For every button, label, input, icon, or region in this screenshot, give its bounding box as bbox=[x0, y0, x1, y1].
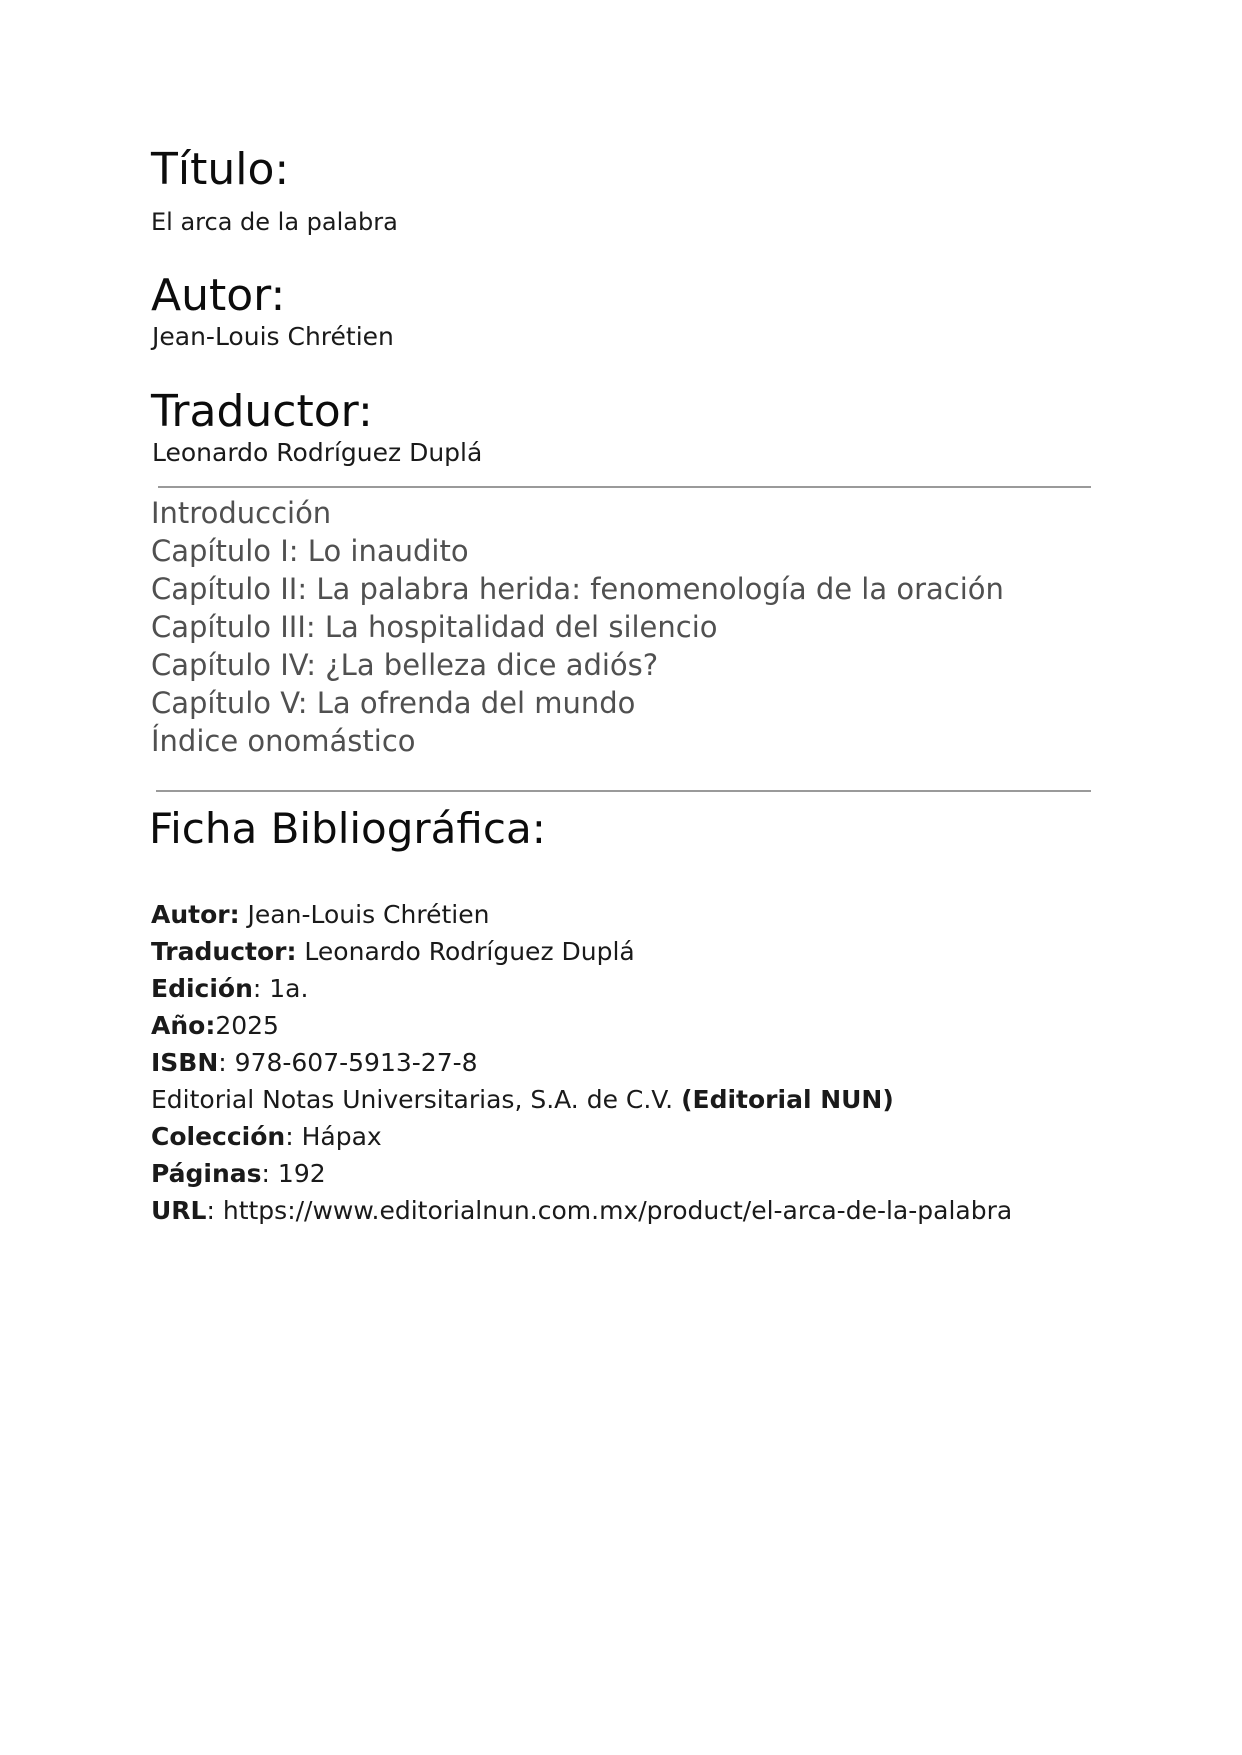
ficha-heading: Ficha Bibliográfica: bbox=[149, 804, 546, 853]
ficha-isbn-label: ISBN bbox=[151, 1048, 219, 1077]
titulo-value: El arca de la palabra bbox=[151, 208, 398, 236]
traductor-value: Leonardo Rodríguez Duplá bbox=[152, 438, 483, 467]
ficha-edicion bbox=[151, 974, 308, 1003]
ficha-autor-value: Jean-Louis Chrétien bbox=[239, 900, 490, 929]
traductor-heading: Traductor: bbox=[151, 386, 373, 437]
ficha-anio-value: 2025 bbox=[215, 1011, 279, 1040]
ficha-anio-label: Año: bbox=[151, 1011, 216, 1040]
ficha-coleccion-label: Colección bbox=[151, 1122, 286, 1151]
toc-item: Capítulo V: La ofrenda del mundo bbox=[151, 686, 636, 720]
ficha-url-label: URL bbox=[151, 1196, 207, 1225]
ficha-coleccion-value: : Hápax bbox=[285, 1122, 382, 1151]
autor-heading: Autor: bbox=[151, 270, 286, 321]
ficha-edicion-label: Edición bbox=[151, 974, 253, 1003]
toc-item: Capítulo III: La hospitalidad del silencio bbox=[151, 610, 718, 644]
ficha-traductor-value: Leonardo Rodríguez Duplá bbox=[296, 937, 635, 966]
ficha-editorial-bold: (Editorial NUN) bbox=[681, 1085, 894, 1114]
ficha-paginas bbox=[151, 1159, 326, 1188]
ficha-isbn-value: : 978-607-5913-27-8 bbox=[218, 1048, 478, 1077]
toc-item: Introducción bbox=[151, 496, 332, 530]
ficha-coleccion bbox=[151, 1122, 382, 1151]
ficha-edicion-value: : 1a. bbox=[252, 974, 309, 1003]
divider-bottom bbox=[156, 790, 1091, 792]
divider-top bbox=[158, 486, 1091, 488]
ficha-url-value: : https://www.editorialnun.com.mx/product/el-arca-de-la-palabra bbox=[206, 1196, 1013, 1225]
ficha-paginas-value: : 192 bbox=[261, 1159, 326, 1188]
ficha-editorial-value: Editorial Notas Universitarias, S.A. de C.V. bbox=[151, 1085, 682, 1114]
ficha-paginas-label: Páginas bbox=[151, 1159, 262, 1188]
titulo-heading: Título: bbox=[151, 144, 290, 195]
ficha-url bbox=[151, 1196, 1012, 1225]
ficha-traductor bbox=[151, 937, 635, 966]
ficha-editorial bbox=[151, 1085, 894, 1114]
ficha-autor bbox=[151, 900, 489, 929]
autor-value: Jean-Louis Chrétien bbox=[152, 322, 394, 351]
toc-item: Índice onomástico bbox=[151, 724, 416, 758]
ficha-anio bbox=[151, 1011, 279, 1040]
ficha-traductor-label: Traductor: bbox=[151, 937, 297, 966]
ficha-autor-label: Autor: bbox=[151, 900, 240, 929]
toc-item: Capítulo IV: ¿La belleza dice adiós? bbox=[151, 648, 659, 682]
toc-item: Capítulo I: Lo inaudito bbox=[151, 534, 469, 568]
ficha-isbn bbox=[151, 1048, 478, 1077]
toc-item: Capítulo II: La palabra herida: fenomenología de la oración bbox=[151, 572, 1004, 606]
